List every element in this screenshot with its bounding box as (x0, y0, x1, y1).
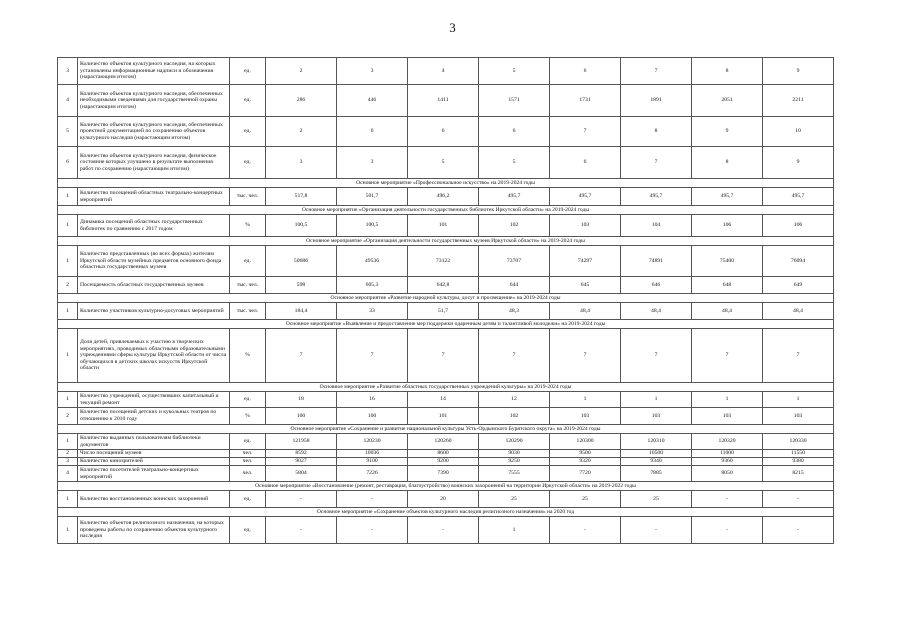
indicator-value: 12 (479, 392, 550, 408)
indicator-value: 101 (408, 215, 479, 237)
indicator-value: 120300 (550, 434, 621, 450)
section-title: Основное мероприятие «Сохранение объектов культурного наследия религиозного назначения» на 2020 год (58, 508, 834, 517)
indicator-value: 106 (692, 215, 763, 237)
indicator-value: 16 (337, 392, 408, 408)
indicator-value: 51,7 (408, 303, 479, 320)
indicator-value: 2 (266, 117, 337, 147)
indicator-value: 9340 (621, 458, 692, 466)
indicator-value: 1411 (408, 85, 479, 117)
indicator-value: 101 (408, 408, 479, 425)
section-title: Основное мероприятие «Организация деятельности государственных музеев Иркутской области» на 2019-2024 годы (58, 237, 834, 246)
indicator-value: 6 (408, 117, 479, 147)
indicator-value: 7 (550, 117, 621, 147)
unit-of-measure: % (230, 215, 266, 237)
indicator-value: 103 (621, 408, 692, 425)
unit-of-measure: ед. (230, 392, 266, 408)
unit-of-measure: тыс. чел. (230, 277, 266, 294)
indicator-value: 18 (266, 392, 337, 408)
indicator-value: - (621, 517, 692, 544)
indicator-name: Количество представленных (во всех формах) жителям Иркутской области музейных предметов основного фонда областных государственных музеев (78, 246, 230, 277)
indicator-value: 7720 (550, 466, 621, 482)
indicator-value: 76094 (763, 246, 834, 277)
unit-of-measure: % (230, 408, 266, 425)
indicator-value: 598 (266, 277, 337, 294)
indicator-value: 10500 (621, 450, 692, 458)
indicator-value: 100,5 (337, 215, 408, 237)
indicator-value: 8 (621, 117, 692, 147)
unit-of-measure: ед. (230, 117, 266, 147)
unit-of-measure: чел. (230, 466, 266, 482)
section-title: Основное мероприятие «Сохранение и развитие национальной культуры Усть-Ордынского Бурятского округа» на 2019-2024 годы (58, 425, 834, 434)
row-number: 1 (58, 303, 78, 320)
row-number: 2 (58, 277, 78, 294)
indicator-value: 1891 (621, 85, 692, 117)
indicator-row (58, 434, 834, 450)
indicator-name: Количество учреждений, осуществивших капитальный и текущий ремонт (78, 392, 230, 408)
indicator-value: 120260 (408, 434, 479, 450)
indicator-value: 495,7 (550, 188, 621, 206)
indicator-value: 73707 (479, 246, 550, 277)
indicator-value: 48,3 (479, 303, 550, 320)
indicator-name: Динамика посещений областных государственных библиотек по сравнению с 2017 годом (78, 215, 230, 237)
indicator-row (58, 85, 834, 117)
indicator-value: 103 (550, 408, 621, 425)
unit-of-measure: ед. (230, 246, 266, 277)
indicator-row (58, 392, 834, 408)
section-header-row (58, 206, 834, 215)
indicator-value: 100 (266, 408, 337, 425)
section-title: Основное мероприятие «Развитие народной культуры, досуг и просвещение» на 2019-2024 годы (58, 294, 834, 303)
indicator-value: 446 (337, 85, 408, 117)
indicator-value: 48,4 (692, 303, 763, 320)
indicator-value: 74891 (621, 246, 692, 277)
indicator-value: 501,7 (337, 188, 408, 206)
indicator-value: 48,4 (550, 303, 621, 320)
indicator-value: 9027 (266, 458, 337, 466)
indicator-value: 9 (692, 117, 763, 147)
indicator-value: 120230 (337, 434, 408, 450)
unit-of-measure: ед. (230, 434, 266, 450)
indicator-row (58, 215, 834, 237)
indicator-row (58, 188, 834, 206)
unit-of-measure: ед. (230, 85, 266, 117)
indicator-row (58, 517, 834, 544)
indicators-table (57, 57, 834, 544)
unit-of-measure: чел. (230, 450, 266, 458)
indicator-value: 8600 (408, 450, 479, 458)
indicator-value: 7 (337, 329, 408, 383)
indicator-value: 9380 (763, 458, 834, 466)
section-header-row (58, 425, 834, 434)
indicator-value: 648 (692, 277, 763, 294)
indicator-value: - (337, 491, 408, 508)
indicator-value: 7885 (621, 466, 692, 482)
indicator-value: 10036 (337, 450, 408, 458)
indicator-value: 9 (763, 58, 834, 85)
row-number: 1 (58, 434, 78, 450)
row-number: 4 (58, 85, 78, 117)
indicator-value: - (763, 491, 834, 508)
indicator-name: Количество объектов культурного наследия, обеспеченных необходимыми сведениями для государственной охраны (нарастающим итогом) (78, 85, 230, 117)
indicator-value: 75400 (692, 246, 763, 277)
indicator-value: 106 (763, 215, 834, 237)
indicator-value: 120320 (692, 434, 763, 450)
indicator-value: 644 (479, 277, 550, 294)
indicator-value: 605,3 (337, 277, 408, 294)
indicator-value: 8 (692, 58, 763, 85)
indicator-value: 48,4 (621, 303, 692, 320)
section-header-row (58, 508, 834, 517)
indicator-value: - (550, 517, 621, 544)
indicator-row (58, 303, 834, 320)
indicator-value: 7555 (479, 466, 550, 482)
row-number: 2 (58, 450, 78, 458)
indicator-value: 1 (550, 392, 621, 408)
section-header-row (58, 320, 834, 329)
indicator-value: 33 (337, 303, 408, 320)
indicator-name: Количество кинозрителей (78, 458, 230, 466)
indicator-value: 7390 (408, 466, 479, 482)
indicator-value: 103 (550, 215, 621, 237)
indicator-value: 184,4 (266, 303, 337, 320)
indicator-value: 6 (550, 58, 621, 85)
section-title: Основное мероприятие «Организация деятельности государственных библиотек Иркутской области» на 2019-2024 годы (58, 206, 834, 215)
indicator-value: 9250 (479, 458, 550, 466)
indicator-value: 9500 (550, 450, 621, 458)
row-number: 1 (58, 188, 78, 206)
indicator-value: 7 (408, 329, 479, 383)
row-number: 1 (58, 491, 78, 508)
section-header-row (58, 294, 834, 303)
indicator-row (58, 491, 834, 508)
indicator-value: 104 (621, 215, 692, 237)
page-number: 3 (449, 20, 456, 35)
indicator-value: 2051 (692, 85, 763, 117)
indicator-row (58, 117, 834, 147)
indicator-value: 120290 (479, 434, 550, 450)
indicator-value: 7 (621, 147, 692, 179)
indicator-name: Количество посещений детских и кукольных театров по отношению к 2010 году (78, 408, 230, 425)
indicator-value: - (692, 517, 763, 544)
unit-of-measure: ед. (230, 491, 266, 508)
indicator-value: 49536 (337, 246, 408, 277)
indicator-value: 649 (763, 277, 834, 294)
indicator-value: 646 (621, 277, 692, 294)
indicator-value: 1 (621, 392, 692, 408)
indicator-value: 7 (621, 329, 692, 383)
indicator-value: 9360 (692, 458, 763, 466)
indicator-name: Количество объектов культурного наследия, на которых установлены информационные надписи и обозначения (нарастающим итогом) (78, 58, 230, 85)
indicator-value: 103 (763, 408, 834, 425)
indicator-value: 5804 (266, 466, 337, 482)
unit-of-measure: ед. (230, 147, 266, 179)
unit-of-measure: тыс. чел. (230, 303, 266, 320)
indicator-value: 7 (479, 329, 550, 383)
indicator-row (58, 277, 834, 294)
section-title: Основное мероприятие «Выявление и предоставление мер поддержки одаренным детям и талантливой молодежи» на 2019-2024 годы (58, 320, 834, 329)
indicator-name: Количество восстановленных воинских захоронений (78, 491, 230, 508)
indicator-value: 120330 (763, 434, 834, 450)
indicator-value: 10 (763, 117, 834, 147)
indicator-row (58, 466, 834, 482)
indicator-value: 8 (692, 147, 763, 179)
indicator-value: 11000 (692, 450, 763, 458)
row-number: 6 (58, 147, 78, 179)
indicator-value: 7 (550, 329, 621, 383)
row-number: 1 (58, 329, 78, 383)
indicator-value: 6 (337, 117, 408, 147)
indicator-value: 5 (479, 58, 550, 85)
indicator-value: 5 (479, 147, 550, 179)
indicator-value: 102 (479, 215, 550, 237)
indicator-value: 50686 (266, 246, 337, 277)
indicator-name: Число посещений музеев (78, 450, 230, 458)
indicator-value: 74297 (550, 246, 621, 277)
indicator-row (58, 408, 834, 425)
indicator-value: 517,8 (266, 188, 337, 206)
indicator-value: 2 (266, 58, 337, 85)
indicator-value: 8215 (763, 466, 834, 482)
indicator-row (58, 458, 834, 466)
indicator-name: Количество объектов религиозного назначения, на которых проведены работы по сохранению объектов культурного наследия (78, 517, 230, 544)
row-number: 1 (58, 517, 78, 544)
unit-of-measure: % (230, 329, 266, 383)
indicator-value: 5 (408, 147, 479, 179)
row-number: 1 (58, 246, 78, 277)
indicator-value: 9 (763, 147, 834, 179)
indicator-name: Количество посетителей театрально-концертных мероприятий (78, 466, 230, 482)
indicator-value: 102 (479, 408, 550, 425)
indicator-value: 100 (337, 408, 408, 425)
indicator-value: 1571 (479, 85, 550, 117)
indicator-value: 495,7 (763, 188, 834, 206)
indicator-value: 9320 (550, 458, 621, 466)
indicator-value: - (337, 517, 408, 544)
indicator-value: - (763, 517, 834, 544)
indicator-value: 495,7 (479, 188, 550, 206)
indicator-value: 9100 (337, 458, 408, 466)
indicator-value: 1 (763, 392, 834, 408)
indicator-value: 496,2 (408, 188, 479, 206)
row-number: 1 (58, 215, 78, 237)
indicator-value: 7 (266, 329, 337, 383)
indicator-value: 20 (408, 491, 479, 508)
indicator-value: 9200 (408, 458, 479, 466)
indicator-name: Доля детей, привлекаемых к участию в творческих мероприятиях, проводимых областными образовательными учреждениями сферы культуры Иркутской области от числа обучающихся в детских школах искусств Иркутской области (78, 329, 230, 383)
indicator-value: 9030 (479, 450, 550, 458)
row-number: 1 (58, 392, 78, 408)
unit-of-measure: чел. (230, 458, 266, 466)
row-number: 5 (58, 117, 78, 147)
indicator-value: 3 (266, 147, 337, 179)
indicator-row (58, 246, 834, 277)
section-title: Основное мероприятие «Профессиональное искусство» на 2019-2024 годы (58, 179, 834, 188)
row-number: 3 (58, 458, 78, 466)
indicator-value: 11550 (763, 450, 834, 458)
indicator-value: 8592 (266, 450, 337, 458)
indicator-value: 25 (621, 491, 692, 508)
indicator-value: 1731 (550, 85, 621, 117)
indicator-value: - (408, 517, 479, 544)
indicator-value: 3 (337, 147, 408, 179)
section-header-row (58, 383, 834, 392)
indicator-value: 3 (337, 58, 408, 85)
indicator-value: 7 (621, 58, 692, 85)
section-header-row (58, 179, 834, 188)
unit-of-measure: ед. (230, 58, 266, 85)
indicator-row (58, 58, 834, 85)
indicator-name: Количество объектов культурного наследия, обеспеченных проектной документацией по сохранению объектов культурного наследия (нарастающим итогом) (78, 117, 230, 147)
indicator-name: Количество участников культурно-досуговых мероприятий (78, 303, 230, 320)
indicator-name: Количество посещений областных театрально-концертных мероприятий (78, 188, 230, 206)
indicator-value: 120310 (621, 434, 692, 450)
indicator-value: 2211 (763, 85, 834, 117)
section-title: Основное мероприятие «Восстановление (ремонт, реставрация, благоустройство) воинских захоронений на территории Иркутской области» на 2019-2022 годы (58, 482, 834, 491)
indicator-row (58, 329, 834, 383)
indicator-value: 100,5 (266, 215, 337, 237)
section-header-row (58, 237, 834, 246)
indicator-name: Количество выданных пользователям библиотеки документов (78, 434, 230, 450)
indicator-value: 8050 (692, 466, 763, 482)
row-number: 4 (58, 466, 78, 482)
section-header-row (58, 482, 834, 491)
indicator-value: 7226 (337, 466, 408, 482)
indicator-value: 25 (550, 491, 621, 508)
indicator-value: - (266, 517, 337, 544)
section-title: Основное мероприятие «Развитие областных государственных учреждений культуры» на 2019-2024 годы (58, 383, 834, 392)
indicator-value: 7 (763, 329, 834, 383)
indicator-row (58, 450, 834, 458)
indicator-value: 642,8 (408, 277, 479, 294)
indicator-value: 286 (266, 85, 337, 117)
indicator-value: 14 (408, 392, 479, 408)
indicator-value: - (692, 491, 763, 508)
unit-of-measure: ед. (230, 517, 266, 544)
indicator-value: 1 (692, 392, 763, 408)
indicator-value: 25 (479, 491, 550, 508)
indicator-value: 48,4 (763, 303, 834, 320)
indicator-value: 495,7 (692, 188, 763, 206)
indicator-name: Количество объектов культурного наследия, физическое состояние которых улучшено в результате выполнения работ по сохранению (нарастающим итогом) (78, 147, 230, 179)
unit-of-measure: тыс. чел. (230, 188, 266, 206)
indicator-value: - (266, 491, 337, 508)
indicator-value: 495,7 (621, 188, 692, 206)
indicator-value: 103 (692, 408, 763, 425)
row-number: 2 (58, 408, 78, 425)
indicator-name: Посещаемость областных государственных музеев (78, 277, 230, 294)
indicator-value: 73122 (408, 246, 479, 277)
indicator-row (58, 147, 834, 179)
row-number: 3 (58, 58, 78, 85)
indicator-value: 6 (550, 147, 621, 179)
indicator-value: 6 (479, 117, 550, 147)
indicator-value: 7 (692, 329, 763, 383)
indicator-value: 645 (550, 277, 621, 294)
indicator-value: 4 (408, 58, 479, 85)
indicator-value: 1 (479, 517, 550, 544)
indicator-value: 121958 (266, 434, 337, 450)
